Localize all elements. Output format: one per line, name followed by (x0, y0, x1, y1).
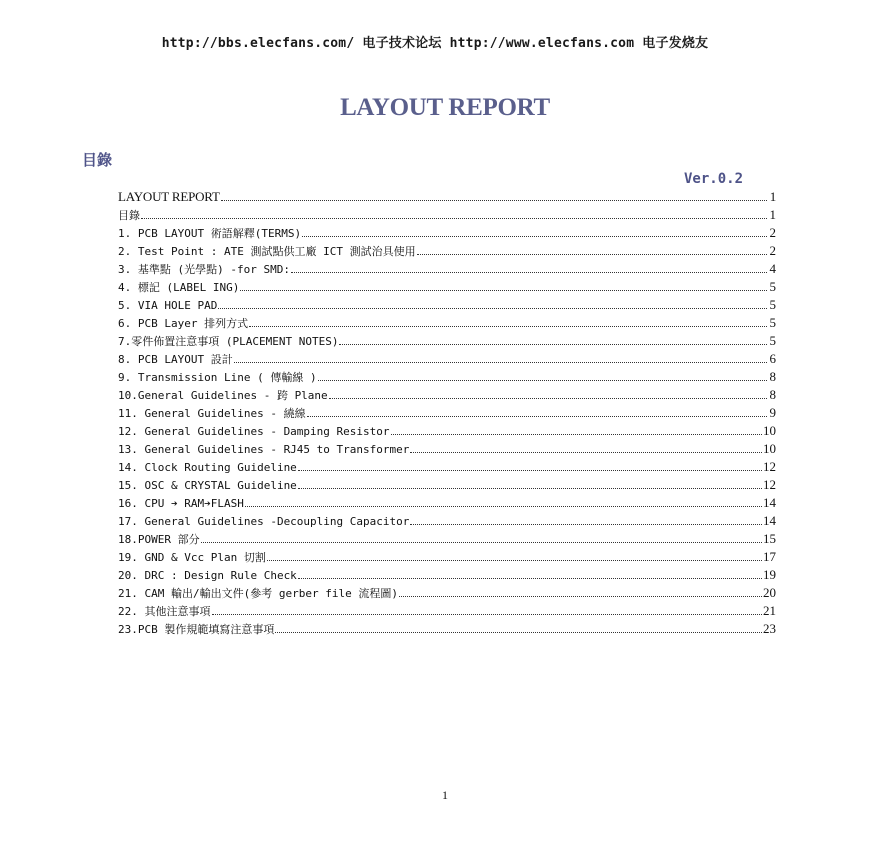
toc-leader-dots (212, 613, 763, 615)
toc-entry-title: LAYOUT REPORT (118, 189, 220, 204)
toc-entry-page: 5 (769, 333, 776, 348)
toc-entry-page: 12 (763, 459, 776, 474)
toc-heading: 目錄 (82, 151, 113, 169)
toc-leader-dots (249, 325, 767, 327)
toc-leader-dots (298, 487, 762, 489)
toc-leader-dots (240, 289, 767, 291)
toc-entry-page: 5 (769, 315, 776, 330)
toc-entry-title: 23.PCB 製作規範填寫注意事項 (118, 623, 275, 636)
toc-entry-page: 23 (763, 621, 776, 636)
toc-entry[interactable] (118, 620, 776, 638)
toc-entry-title: 1. PCB LAYOUT 術語解釋(TERMS) (118, 227, 302, 240)
toc-entry-page: 15 (763, 531, 776, 546)
toc-entry-page: 9 (769, 405, 776, 420)
toc-entry-title: 14. Clock Routing Guideline (118, 461, 297, 474)
toc-entry-title: 5. VIA HOLE PAD (118, 299, 218, 312)
toc-entry-title: 11. General Guidelines - 繞線 (118, 407, 306, 420)
toc-entry-title: 7.零件佈置注意事項 (PLACEMENT NOTES) (118, 335, 339, 348)
toc-entry-page: 17 (763, 549, 776, 564)
toc-entry-title: 目錄 (118, 209, 140, 222)
toc-entry[interactable] (118, 548, 776, 566)
toc-entry-page: 8 (769, 387, 776, 402)
toc-entry-title: 2. Test Point : ATE 測試點供工廠 ICT 測試治具使用 (118, 245, 416, 258)
toc-entry-title: 19. GND & Vcc Plan 切割 (118, 551, 266, 564)
toc-entry[interactable] (118, 188, 776, 206)
toc-entry[interactable] (118, 224, 776, 242)
toc-leader-dots (141, 217, 767, 219)
toc-entry[interactable] (118, 368, 776, 386)
toc-leader-dots (291, 271, 767, 273)
toc-entry-title: 20. DRC : Design Rule Check (118, 569, 297, 582)
toc-entry-title: 4. 標記 (LABEL ING) (118, 281, 240, 294)
toc-leader-dots (201, 541, 762, 543)
toc-leader-dots (245, 505, 762, 507)
toc-entry-page: 6 (769, 351, 776, 366)
toc-leader-dots (267, 559, 762, 561)
toc-entry[interactable] (118, 404, 776, 422)
toc-entry-page: 1 (769, 189, 776, 204)
toc-entry-title: 12. General Guidelines - Damping Resistor (118, 425, 390, 438)
toc-leader-dots (339, 343, 767, 345)
toc-entry-title: 16. CPU ➔ RAM➔FLASH (118, 497, 244, 510)
toc-entry-page: 5 (769, 279, 776, 294)
version-label: Ver.0.2 (684, 171, 744, 187)
toc-entry[interactable] (118, 440, 776, 458)
toc-entry-title: 13. General Guidelines - RJ45 to Transformer (118, 443, 410, 456)
toc-entry-title: 17. General Guidelines -Decoupling Capacitor (118, 515, 410, 528)
toc-entry-page: 14 (763, 495, 776, 510)
toc-leader-dots (275, 631, 762, 633)
toc-entry[interactable] (118, 476, 776, 494)
toc-entry[interactable] (118, 314, 776, 332)
toc-entry[interactable] (118, 602, 776, 620)
toc-leader-dots (307, 415, 767, 417)
toc-entry[interactable] (118, 278, 776, 296)
toc-entry-title: 8. PCB LAYOUT 設計 (118, 353, 233, 366)
toc-entry-page: 10 (763, 423, 776, 438)
toc-entry-page: 12 (763, 477, 776, 492)
toc-entry[interactable] (118, 584, 776, 602)
toc-entry-page: 21 (763, 603, 776, 618)
toc-entry-page: 4 (769, 261, 776, 276)
toc-entry-title: 6. PCB Layer 排列方式 (118, 317, 249, 330)
toc-entry[interactable] (118, 458, 776, 476)
toc-leader-dots (318, 379, 767, 381)
toc-entry[interactable] (118, 422, 776, 440)
toc-entry-page: 1 (769, 207, 776, 222)
toc-entry[interactable] (118, 242, 776, 260)
toc-entry[interactable] (118, 350, 776, 368)
toc-leader-dots (410, 523, 762, 525)
toc-entry[interactable] (118, 530, 776, 548)
toc-entry-page: 20 (763, 585, 776, 600)
toc-entry[interactable] (118, 566, 776, 584)
toc-entry-title: 10.General Guidelines - 跨 Plane (118, 389, 328, 402)
toc-leader-dots (218, 307, 767, 309)
toc-entry[interactable] (118, 206, 776, 224)
page-number: 1 (442, 788, 448, 802)
toc-entry-page: 14 (763, 513, 776, 528)
toc-leader-dots (417, 253, 767, 255)
toc-entry[interactable] (118, 332, 776, 350)
toc-entry-title: 3. 基準點 (光學點) -for SMD: (118, 263, 290, 276)
toc-entry-page: 2 (769, 243, 776, 258)
toc-entry-page: 2 (769, 225, 776, 240)
toc-leader-dots (221, 199, 767, 201)
toc-leader-dots (410, 451, 762, 453)
page-header: http://bbs.elecfans.com/ 电子技术论坛 http://www.elecfans.com 电子发烧友 (161, 36, 709, 51)
toc-entry-page: 19 (763, 567, 776, 582)
toc-leader-dots (302, 235, 767, 237)
toc-entry-page: 10 (763, 441, 776, 456)
toc-leader-dots (298, 469, 762, 471)
toc-entry-title: 22. 其他注意事項 (118, 605, 211, 618)
toc-entry-title: 15. OSC & CRYSTAL Guideline (118, 479, 297, 492)
table-of-contents (118, 188, 776, 638)
toc-entry-title: 9. Transmission Line ( 傳輸線 ) (118, 371, 317, 384)
toc-entry-page: 5 (769, 297, 776, 312)
toc-leader-dots (329, 397, 767, 399)
toc-entry-title: 18.POWER 部分 (118, 533, 200, 546)
toc-leader-dots (399, 595, 762, 597)
toc-entry[interactable] (118, 260, 776, 278)
toc-entry[interactable] (118, 296, 776, 314)
toc-leader-dots (391, 433, 762, 435)
toc-entry-title: 21. CAM 輸出/輸出文件(參考 gerber file 流程圖) (118, 587, 398, 600)
toc-leader-dots (298, 577, 762, 579)
toc-leader-dots (234, 361, 767, 363)
toc-entry[interactable] (118, 494, 776, 512)
toc-entry[interactable] (118, 512, 776, 530)
document-title: LAYOUT REPORT (340, 94, 550, 121)
toc-entry-page: 8 (769, 369, 776, 384)
toc-entry[interactable] (118, 386, 776, 404)
